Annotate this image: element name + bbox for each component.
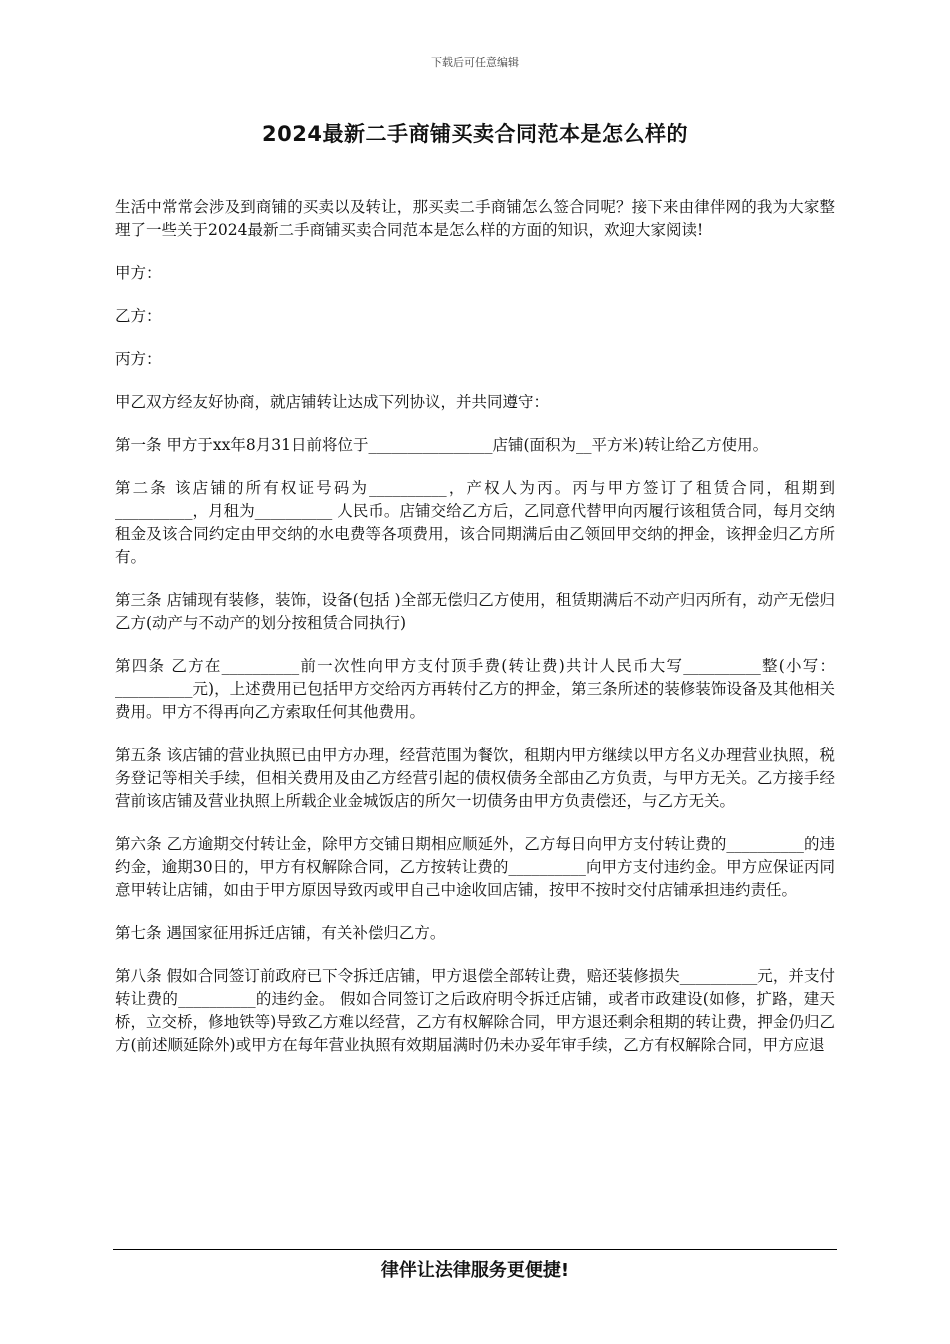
footer-slogan: 律伴让法律服务更便捷! xyxy=(380,1260,570,1281)
clause-1: 第一条 甲方于xx年8月31日前将位于________________店铺(面积为__平方米)转让给乙方使用。 xyxy=(115,436,769,454)
clause-6: 第六条 乙方逾期交付转让金，除甲方交铺日期相应顺延外，乙方每日向甲方支付转让费的__________的违约金，逾期30日的，甲方有权解除合同，乙方按转让费的__________向甲方支付违约金。甲方应保证丙同意甲转让店铺，如由于甲方原因导致丙或甲自己中途收回店铺，按甲不按时交付店铺承担违约责任。 xyxy=(115,835,835,899)
document-title: 2024最新二手商铺买卖合同范本是怎么样的 xyxy=(262,122,688,146)
party-a-line: 甲方： xyxy=(115,264,162,282)
clause-8: 第八条 假如合同签订前政府已下令拆迁店铺，甲方退偿全部转让费，赔还装修损失__________元，并支付转让费的__________的违约金。 假如合同签订之后政府明令拆迁店铺，或者市政建设(如修，扩路，建天桥，立交桥，修地铁等)导致乙方难以经营，乙方有权解除合同，甲方退还剩余租期的转让费，押金仍归乙方(前述顺延除外)或甲方在每年营业执照有效期届满时仍未办妥年审手续，乙方有权解除合同，甲方应退 xyxy=(115,967,835,1054)
clause-3: 第三条 店铺现有装修，装饰，设备(包括 )全部无偿归乙方使用，租赁期满后不动产归丙所有，动产无偿归乙方(动产与不动产的划分按租赁合同执行) xyxy=(115,591,835,632)
document-body xyxy=(115,196,835,1077)
header-note: 下载后可任意编辑 xyxy=(431,56,519,69)
clause-4: 第四条 乙方在__________前一次性向甲方支付顶手费(转让费)共计人民币大写__________整(小写：__________元)，上述费用已包括甲方交给丙方再转付乙方的押金，第三条所述的装修装饰设备及其他相关费用。甲方不得再向乙方索取任何其他费用。 xyxy=(115,657,835,721)
party-b-line: 乙方： xyxy=(115,307,162,325)
intro-paragraph: 生活中常常会涉及到商铺的买卖以及转让，那买卖二手商铺怎么签合同呢？接下来由律伴网的我为大家整理了一些关于2024最新二手商铺买卖合同范本是怎么样的方面的知识，欢迎大家阅读! xyxy=(115,198,835,239)
agreement-preamble: 甲乙双方经友好协商，就店铺转让达成下列协议，并共同遵守： xyxy=(115,393,550,411)
party-c-line: 丙方： xyxy=(115,350,162,368)
clause-5: 第五条 该店铺的营业执照已由甲方办理，经营范围为餐饮，租期内甲方继续以甲方名义办理营业执照，税务登记等相关手续，但相关费用及由乙方经营引起的债权债务全部由乙方负责，与甲方无关。乙方接手经营前该店铺及营业执照上所载企业金城饭店的所欠一切债务由甲方负责偿还，与乙方无关。 xyxy=(115,746,835,810)
clause-7: 第七条 遇国家征用拆迁店铺，有关补偿归乙方。 xyxy=(115,924,446,942)
footer-divider xyxy=(113,1249,837,1250)
clause-2: 第二条 该店铺的所有权证号码为__________，产权人为丙。丙与甲方签订了租赁合同，租期到__________，月租为__________ 人民币。店铺交给乙方后，乙同意代替甲向丙履行该租赁合同，每月交纳租金及该合同约定由甲交纳的水电费等各项费用，该合同期满后由乙领回甲交纳的押金，该押金归乙方所有。 xyxy=(115,479,835,566)
